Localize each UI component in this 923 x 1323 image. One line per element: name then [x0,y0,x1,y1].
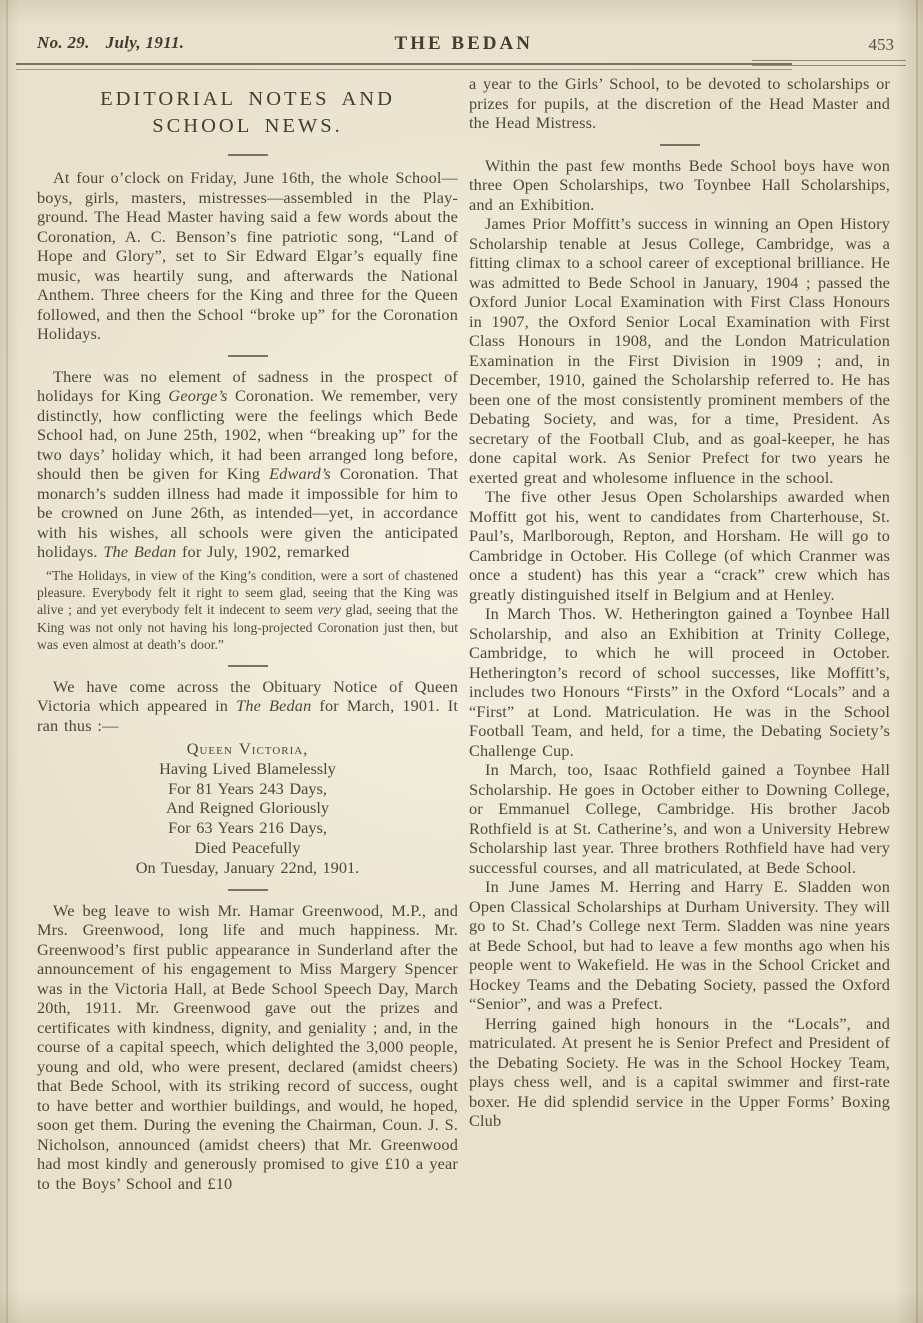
paragraph-moffitt: James Prior Moffitt’s success in winning an Open History Scholarship tenable at Jesus College, Cambridge, was a fitting climax to a school career of exceptional brilliance. He was admitted to Bede School in January, 1904 ; passed the Oxford Junior Local Examination with First Class Honours in 1907, the Oxford Senior Local Examination with First Class Honours in 1908, and the London Matriculation Examination in the First Division in 1909 ; and, in December, 1910, gained the Scholarship referred to. He has been one of the most consistently prominent members of the Debating Society, and was, for a time, President. As secretary of the Football Club, and as goal-keeper, he has done capital work. As Senior Prefect for two years he exerted great and wholesome influence in the school. [469,214,890,487]
obituary-verse [37,739,458,878]
verse-line: For 63 Years 216 Days, [168,818,327,838]
section-divider [228,154,268,156]
section-divider [228,665,268,667]
article-heading-line1: EDITORIAL NOTES AND [100,88,395,110]
issue-date: July, 1911. [105,33,185,52]
quotation-1902-bedan: “The Holidays, in view of the King’s condition, were a sort of chastened pleasure. Everybody felt it right to seem glad, seeing that the King was alive ; and yet everybody felt it indecent to seem very glad, seeing that the King was not only not having his long-projected Coronation just then, but was even almost at death’s door.” [37,567,458,653]
paragraph-coronation-assembly: At four o’clock on Friday, June 16th, the whole School—boys, girls, masters, mistresses—assembled in the Play-ground. The Head Master having said a few words about the Coronation, A. C. Benson’s fine patriotic song, “Land of Hope and Glory”, set to Sir Edward Elgar’s equally fine music, was heartily sung, and afterwards the National Anthem. Three cheers for the King and three for the Queen followed, and then the School “broke up” for the Coronation Holidays. [37,168,458,343]
paragraph-greenwood: We beg leave to wish Mr. Hamar Greenwood, M.P., and Mrs. Greenwood, long life and much happiness. Mr. Greenwood’s first public appearance in Sunderland after the announcement of his engagement to Miss Margery Spencer was in the Victoria Hall, at Bede School Speech Day, March 20th, 1911. Mr. Greenwood gave out the prizes and certificates with kindness, dignity, and geniality ; and, in the course of a capital speech, which delighted the 3,000 people, young and old, who were present, declared (amidst cheers) that Bede School, with its striking record of success, ought to have better and worthier buildings, and would, he hoped, soon get them. During the evening the Chairman, Coun. J. S. Nicholson, announced (amidst cheers) that Mr. Greenwood had most kindly and generously promised to give £10 a year to the Boys’ School and £10 [37,900,458,1193]
paragraph-obituary-intro: We have come across the Obituary Notice of Queen Victoria which appeared in The Bedan for March, 1901. It ran thus :— [37,676,459,735]
verse-line: For 81 Years 243 Days, [168,778,327,798]
section-divider [228,355,268,357]
paragraph-rothfield: In March, too, Isaac Rothfield gained a Toynbee Hall Scholarship. He goes in October either to Downing College, or Emmanuel College, Cambridge. His brother Jacob Rothfield is at St. Catherine’s, and won a University Hebrew Scholarship last year. Three brothers Rothfield have had very successful courses, and all matriculated, at Bede School. [469,760,890,877]
left-column [37,86,458,1193]
paragraph-hetherington: In March Thos. W. Hetherington gained a Toynbee Hall Scholarship, and also an Exhibition at Trinity College, Cambridge, to which he will proceed in October. Hetherington’s record of school successes, like Moffitt’s, includes two Honours “Firsts” in the Oxford “Locals” and a “First” at Lond. Matriculation. He was in the School Football Team, and held, for a time, the Debating Society’s Challenge Cup. [469,604,890,760]
paragraph-holidays-prospect: There was no element of sadness in the prospect of holidays for King George’s Coronation. We remember, very distinctly, how conflicting were the feelings which Bede School had, on June 25th, 1902, when “breaking up” for the two days’ holiday which, it had been arranged long before, should then be given for King Edward’s Coronation. That monarch’s sudden illness had made it impossible for him to be crowned on June 26th, as intended—yet, in accordance with his wishes, all schools were given the anticipated holidays. The Bedan for July, 1902, remarked [37,366,459,561]
issue-info [37,33,184,53]
page-number: 453 [868,35,894,54]
section-divider [660,144,700,146]
masthead [37,33,896,57]
page-right-edge [916,0,918,1323]
page-left-edge [6,0,8,1323]
right-column [469,74,890,1131]
article-heading [37,86,458,140]
header-rule-segment [752,60,906,66]
verse-line: Having Lived Blamelessly [159,758,336,778]
paragraph-herring-sladden: In June James M. Herring and Harry E. Sladden won Open Classical Scholarships at Durham University. They will go to St. Chad’s College next Term. Sladden was nine years at Bede School, but had to leave a few months ago when his people went to Wakefield. He was in the School Cricket and Hockey Teams and the Debating Society, passed the Oxford “Senior”, and was a Prefect. [469,877,890,1013]
article-heading-line2: SCHOOL NEWS. [152,115,343,137]
paragraph-herring: Herring gained high honours in the “Locals”, and matriculated. At present he is Senior Prefect and President of the Debating Society. He was in the School Hockey Team, plays chess well, and is a capital swimmer and first-rate boxer. He did splendid service in the Upper Forms’ Boxing Club [469,1013,890,1130]
verse-line: Queen Victoria, [186,739,309,759]
paragraph-scholarships-summary: Within the past few months Bede School boys have won three Open Scholarships, two Toynbee Hall Scholarships, and an Exhibition. [469,155,890,214]
verse-line: Died Peacefully [194,838,301,858]
paragraph-greenwood-continued: a year to the Girls’ School, to be devoted to scholarships or prizes for pupils, at the discretion of the Head Master and the Head Mistress. [469,74,890,132]
issue-number: No. 29. [37,33,90,52]
verse-line: On Tuesday, January 22nd, 1901. [135,857,360,877]
verse-line: And Reigned Gloriously [165,798,330,818]
paragraph-jesus-scholarships: The five other Jesus Open Scholarships awarded when Moffitt got his, went to candidates from Charterhouse, St. Paul’s, Marlborough, Repton, and Horsham. He will go to Cambridge in October. His College (of which Cranmer was once a student) has this year a “crack” crew which has greatly distinguished itself in Belgium and at Henley. [469,487,890,604]
section-divider [228,889,268,891]
journal-title: THE BEDAN [394,33,533,54]
header-rule [16,63,792,70]
